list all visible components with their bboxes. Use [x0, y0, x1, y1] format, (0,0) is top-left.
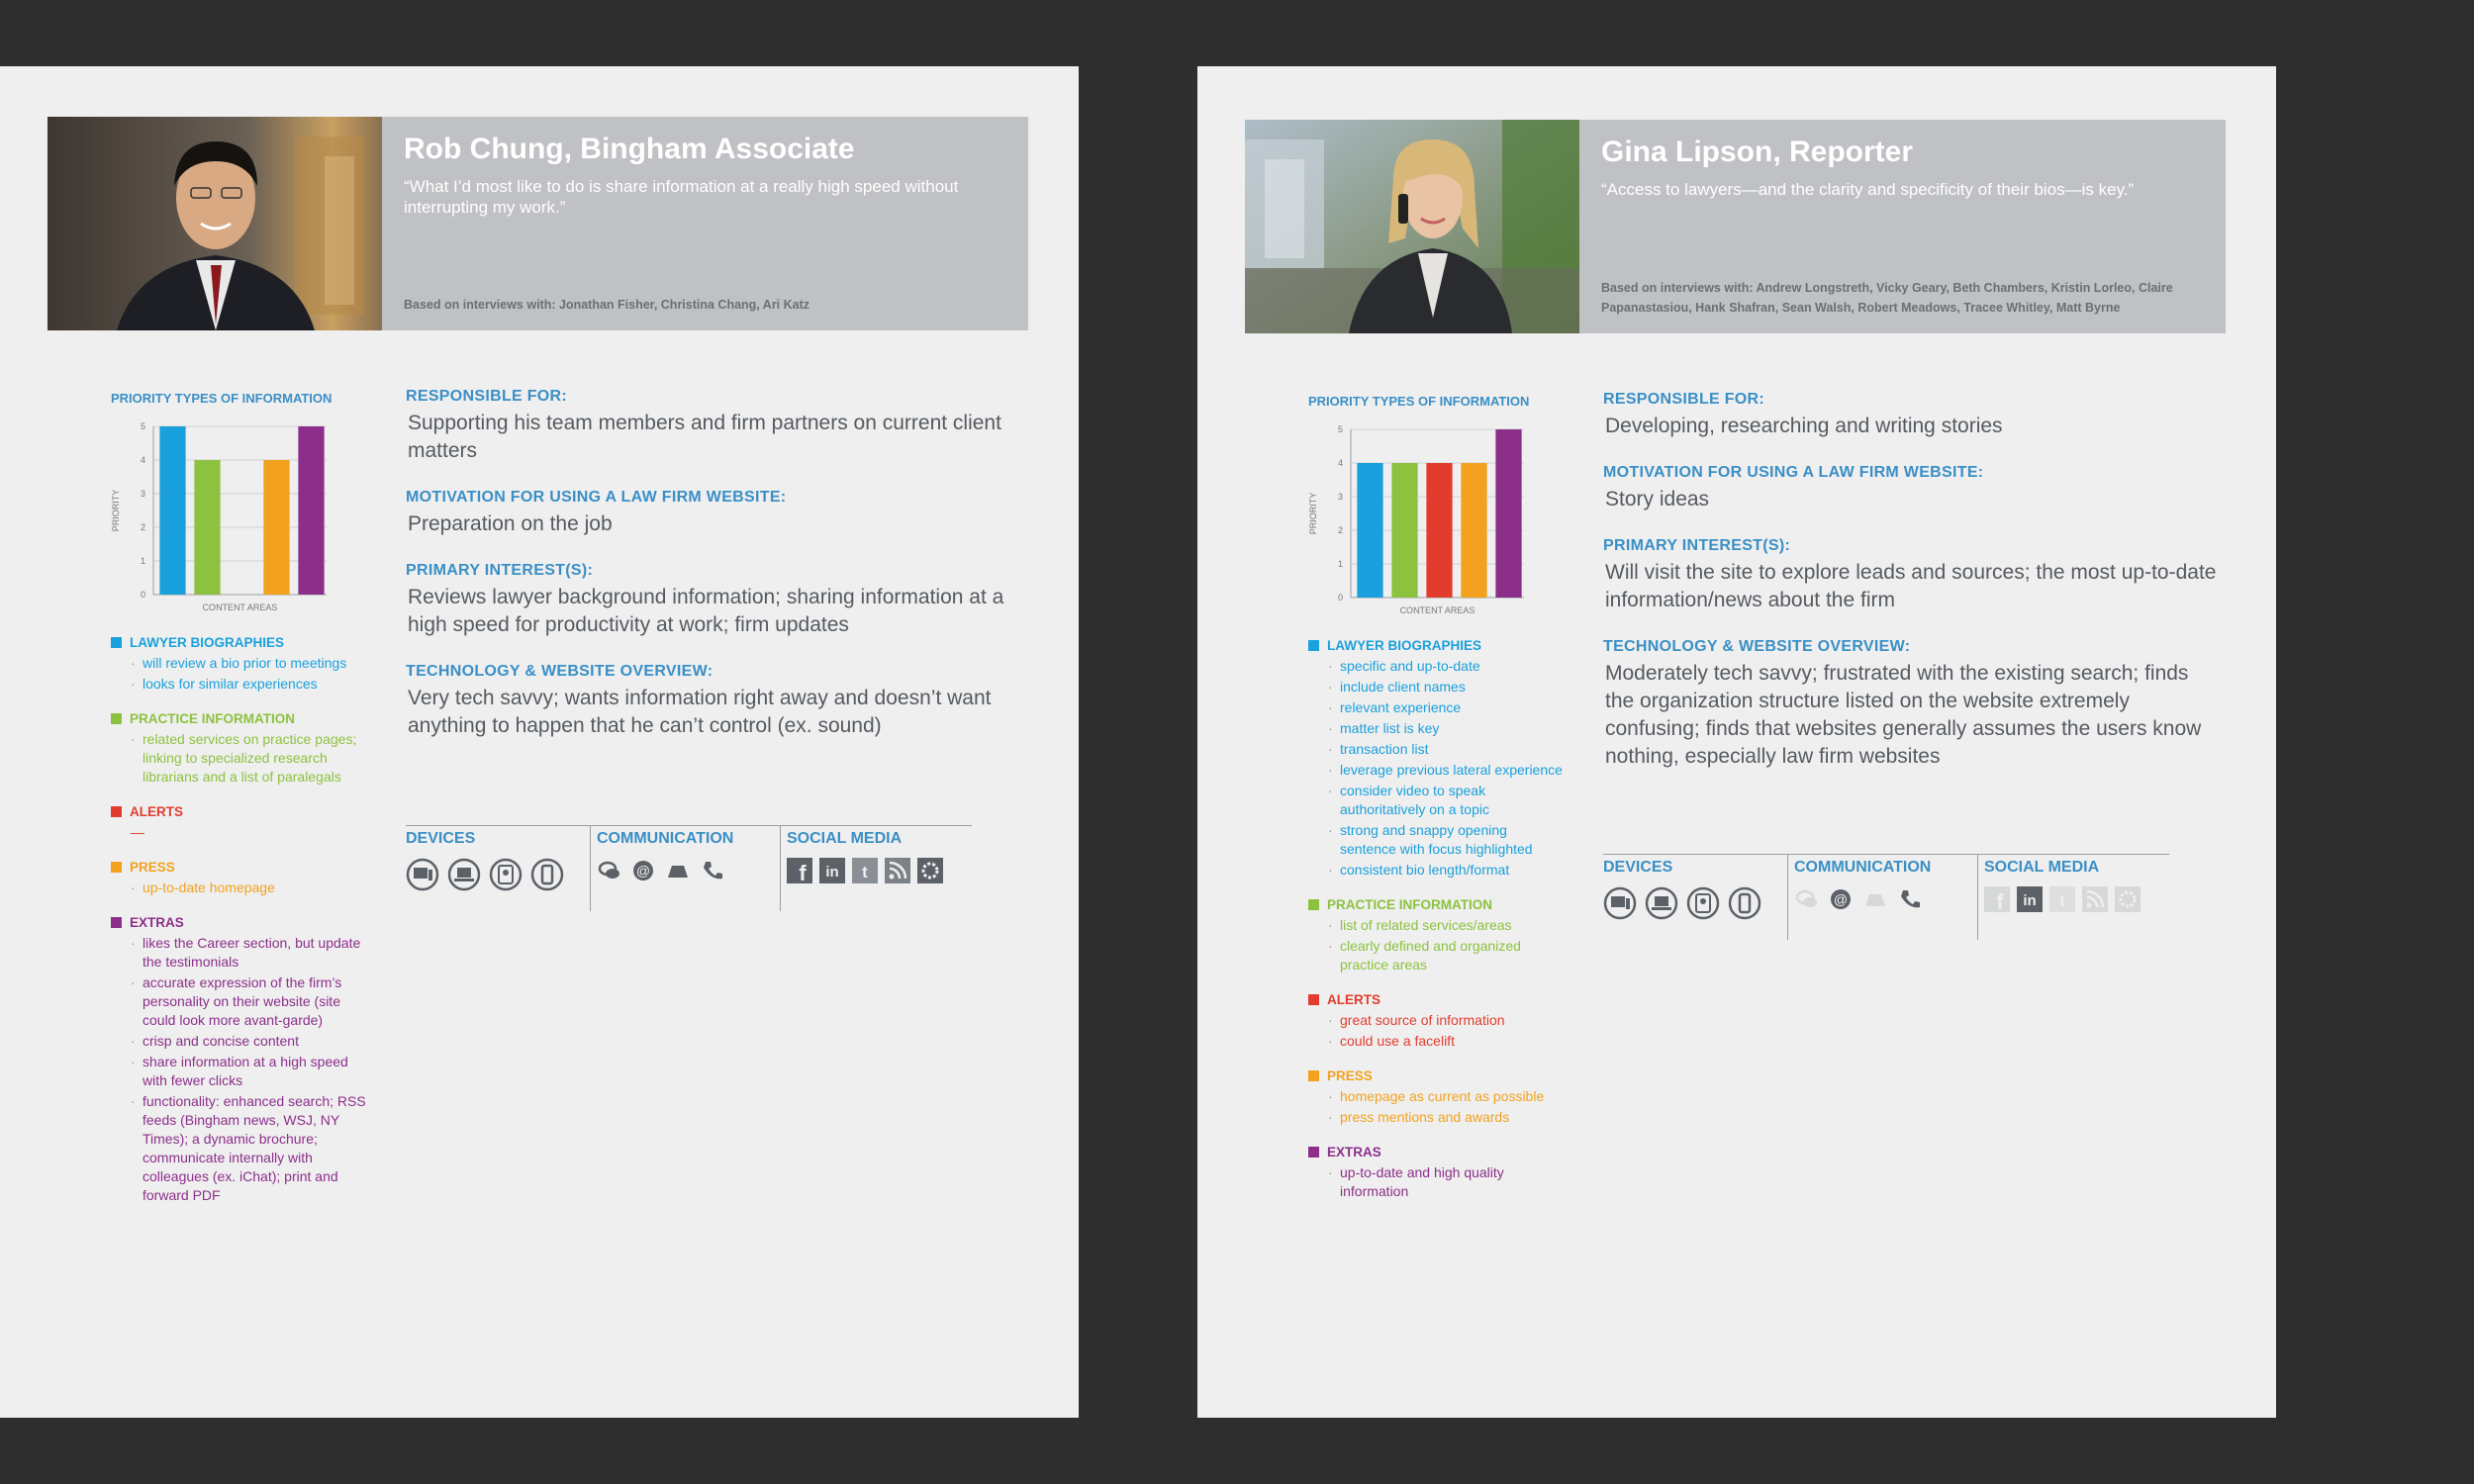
legend-title: PRACTICE INFORMATION [1327, 897, 1492, 912]
email-at-icon [1828, 886, 1854, 912]
persona-photo [48, 117, 382, 330]
list-item: · related services on practice pages; linking to specialized research librarians and a list of paralegals [131, 730, 358, 787]
svg-text:in: in [825, 864, 839, 881]
y-axis-label: PRIORITY [1308, 492, 1318, 535]
swatch-icon [1308, 994, 1319, 1005]
bar-extras [298, 426, 324, 595]
section-heading: MOTIVATION FOR USING A LAW FIRM WEBSITE: [406, 489, 787, 506]
rss-icon [885, 858, 910, 883]
monitor-icon [406, 858, 439, 891]
chart-title: PRIORITY TYPES OF INFORMATION [111, 391, 333, 406]
phone-icon [700, 858, 725, 883]
blog-icon [2115, 886, 2141, 912]
svg-text:in: in [2023, 892, 2037, 909]
persona-quote: “What I’d most like to do is share information at a really high speed without interrupting my work.” [404, 177, 959, 217]
section-text: Developing, researching and writing stories [1605, 415, 2003, 437]
devices-heading: DEVICES [1603, 859, 1673, 876]
svg-text:@: @ [1833, 891, 1849, 907]
y-tick-label: 4 [140, 455, 145, 465]
list-item: · matter list is key [1328, 719, 1566, 738]
section-text: Moderately tech savvy; frustrated with the existing search; finds the organization structure listed on the website extremely confusing; finds that websites generally assumes the users know nothing, especially law firm websites [1605, 662, 2202, 768]
bar-practice-information [194, 460, 220, 595]
social-media-column [1977, 855, 2169, 940]
phone-icon [1897, 886, 1923, 912]
section-heading: RESPONSIBLE FOR: [406, 388, 568, 405]
list-item: · leverage previous lateral experience [1328, 761, 1566, 780]
svg-text:@: @ [635, 863, 651, 879]
content-legend [1308, 638, 1575, 1219]
smartphone-icon [1728, 886, 1761, 920]
priority-chart [99, 415, 336, 622]
section-text: Preparation on the job [408, 512, 613, 535]
legend-extras [111, 915, 378, 1205]
linkedin-icon [2017, 886, 2043, 912]
swatch-icon [111, 713, 122, 724]
swatch-icon [1308, 640, 1319, 651]
social-media-heading: SOCIAL MEDIA [1984, 859, 2100, 876]
section-text: Supporting his team members and firm partners on current client matters [408, 412, 1001, 462]
chart-title: PRIORITY TYPES OF INFORMATION [1308, 394, 1530, 409]
blog-icon [917, 858, 943, 883]
section-responsible [406, 388, 1019, 465]
legend-alerts [1308, 992, 1575, 1051]
legend-press [1308, 1068, 1575, 1127]
persona-name: Rob Chung, Bingham Associate [404, 133, 855, 165]
laptop-icon [1645, 886, 1678, 920]
swatch-icon [1308, 1070, 1319, 1081]
section-motivation [406, 489, 1019, 538]
chat-icon [1794, 886, 1820, 912]
webcam-icon [664, 858, 692, 883]
empty-dash: — [131, 824, 144, 840]
devices-heading: DEVICES [406, 830, 476, 847]
list-item: · likes the Career section, but update the testimonials [131, 934, 368, 972]
y-tick-label: 5 [140, 421, 145, 431]
legend-title: ALERTS [130, 804, 183, 819]
y-tick-label: 3 [140, 489, 145, 499]
smartphone-icon [530, 858, 564, 891]
interviews-note: Based on interviews with: Andrew Longstreth, Vicky Geary, Beth Chambers, Kristin Lorleo, Claire Papanastasiou, Hank Shafran, Sean Walsh, Robert Meadows, Tracee Whitley, Matt Byrne [1601, 281, 2173, 315]
x-axis-label: CONTENT AREAS [1399, 605, 1475, 615]
section-heading: PRIMARY INTEREST(S): [1603, 537, 1791, 554]
y-tick-label: 3 [1337, 492, 1343, 502]
bar-extras [1495, 429, 1521, 598]
section-heading: TECHNOLOGY & WEBSITE OVERVIEW: [1603, 638, 1911, 655]
channels-table [406, 825, 972, 911]
list-item: · consistent bio length/format [1328, 861, 1566, 880]
y-tick-label: 0 [140, 590, 145, 600]
legend-extras [1308, 1145, 1575, 1201]
swatch-icon [111, 637, 122, 648]
svg-text:f: f [799, 861, 807, 883]
y-tick-label: 2 [140, 522, 145, 532]
persona-photo [1245, 120, 1579, 333]
linkedin-icon [819, 858, 845, 883]
devices-column [1603, 855, 1787, 940]
legend-lawyer-biographies [1308, 638, 1575, 880]
legend-lawyer-biographies [111, 635, 378, 694]
legend-practice-information [1308, 897, 1575, 974]
list-item: · crisp and concise content [131, 1032, 368, 1051]
swatch-icon [1308, 899, 1319, 910]
tablet-icon [1686, 886, 1720, 920]
persona-header [48, 117, 1028, 330]
list-item: · functionality: enhanced search; RSS feeds (Bingham news, WSJ, NY Times); a dynamic brochure; communicate internally with colleagues (ex. iChat); print and forward PDF [131, 1092, 368, 1205]
list-item: · great source of information [1328, 1011, 1575, 1030]
list-item: · specific and up-to-date [1328, 657, 1566, 676]
bar-press [263, 460, 289, 595]
twitter-icon [852, 858, 878, 883]
facebook-icon [1984, 886, 2010, 912]
section-text: Will visit the site to explore leads and sources; the most up-to-date information/news about the firm [1605, 561, 2217, 611]
legend-title: LAWYER BIOGRAPHIES [1327, 638, 1482, 653]
list-item: · accurate expression of the firm’s personality on their website (site could look more avant-garde) [131, 974, 368, 1030]
persona-header [1245, 120, 2226, 333]
list-item: · press mentions and awards [1328, 1108, 1575, 1127]
chat-icon [597, 858, 622, 883]
bar-lawyer-biographies [159, 426, 185, 595]
section-heading: RESPONSIBLE FOR: [1603, 391, 1765, 408]
list-item: · list of related services/areas [1328, 916, 1566, 935]
section-primary-interests [1603, 537, 2217, 614]
persona-name: Gina Lipson, Reporter [1601, 136, 1914, 168]
y-tick-label: 2 [1337, 525, 1343, 535]
persona-details [1603, 391, 2217, 794]
section-heading: PRIMARY INTEREST(S): [406, 562, 594, 579]
legend-press [111, 860, 378, 897]
list-item: · homepage as current as possible [1328, 1087, 1575, 1106]
y-axis-label: PRIORITY [111, 489, 121, 532]
swatch-icon [111, 917, 122, 928]
monitor-icon [1603, 886, 1637, 920]
svg-text:t: t [2059, 891, 2065, 910]
list-item: · include client names [1328, 678, 1566, 696]
chart-svg [1296, 417, 1534, 625]
y-tick-label: 1 [140, 556, 145, 566]
persona-sheet-rob [0, 66, 1079, 1418]
svg-text:f: f [1996, 889, 2004, 912]
list-item: · up-to-date and high quality information [1328, 1163, 1566, 1201]
y-tick-label: 4 [1337, 458, 1343, 468]
legend-title: PRACTICE INFORMATION [130, 711, 295, 726]
legend-title: LAWYER BIOGRAPHIES [130, 635, 285, 650]
y-tick-label: 0 [1337, 593, 1343, 603]
laptop-icon [447, 858, 481, 891]
communication-column [1787, 855, 1977, 940]
chart-svg [99, 415, 336, 622]
rss-icon [2082, 886, 2108, 912]
communication-heading: COMMUNICATION [1794, 859, 1932, 876]
bar-lawyer-biographies [1357, 463, 1382, 598]
section-technology [406, 663, 1019, 740]
x-axis-label: CONTENT AREAS [202, 603, 278, 612]
list-item: · will review a bio prior to meetings [131, 654, 378, 673]
bar-alerts [1426, 463, 1452, 598]
swatch-icon [1308, 1147, 1319, 1158]
list-item: · strong and snappy opening sentence with focus highlighted [1328, 821, 1566, 859]
priority-chart [1296, 417, 1534, 625]
section-text: Reviews lawyer background information; sharing information at a high speed for productivity at work; firm updates [408, 586, 1004, 636]
webcam-icon [1861, 886, 1889, 912]
swatch-icon [111, 862, 122, 873]
communication-column [590, 826, 780, 911]
section-text: Very tech savvy; wants information right away and doesn’t want anything to happen that he can’t control (ex. sound) [408, 687, 992, 737]
persona-sheet-gina [1197, 66, 2276, 1418]
social-media-heading: SOCIAL MEDIA [787, 830, 903, 847]
list-item: · share information at a high speed with fewer clicks [131, 1053, 368, 1090]
communication-heading: COMMUNICATION [597, 830, 734, 847]
section-primary-interests [406, 562, 1019, 639]
channels-table [1603, 854, 2169, 940]
swatch-icon [111, 806, 122, 817]
section-technology [1603, 638, 2217, 771]
list-item: · consider video to speak authoritatively on a topic [1328, 782, 1566, 819]
section-text: Story ideas [1605, 488, 1710, 510]
legend-title: ALERTS [1327, 992, 1380, 1007]
legend-title: PRESS [130, 860, 175, 875]
list-item: · transaction list [1328, 740, 1566, 759]
tablet-icon [489, 858, 523, 891]
email-at-icon [630, 858, 656, 883]
section-responsible [1603, 391, 2217, 440]
svg-text:t: t [862, 863, 868, 881]
legend-alerts [111, 804, 378, 842]
list-item: · relevant experience [1328, 698, 1566, 717]
social-media-column [780, 826, 972, 911]
persona-quote: “Access to lawyers—and the clarity and specificity of their bios—is key.” [1601, 180, 2135, 199]
section-heading: TECHNOLOGY & WEBSITE OVERVIEW: [406, 663, 714, 680]
list-item: · looks for similar experiences [131, 675, 378, 694]
bar-practice-information [1391, 463, 1417, 598]
bar-press [1461, 463, 1486, 598]
twitter-icon [2049, 886, 2075, 912]
list-item: · could use a facelift [1328, 1032, 1575, 1051]
list-item: · clearly defined and organized practice areas [1328, 937, 1566, 974]
section-heading: MOTIVATION FOR USING A LAW FIRM WEBSITE: [1603, 464, 1984, 481]
list-item: · up-to-date homepage [131, 879, 378, 897]
section-motivation [1603, 464, 2217, 513]
y-tick-label: 1 [1337, 559, 1343, 569]
legend-title: EXTRAS [1327, 1145, 1381, 1159]
persona-details [406, 388, 1019, 764]
legend-title: EXTRAS [130, 915, 184, 930]
content-legend [111, 635, 378, 1223]
facebook-icon [787, 858, 812, 883]
interviews-note: Based on interviews with: Jonathan Fisher, Christina Chang, Ari Katz [404, 298, 810, 312]
legend-title: PRESS [1327, 1068, 1373, 1083]
legend-practice-information [111, 711, 378, 787]
y-tick-label: 5 [1337, 424, 1343, 434]
devices-column [406, 826, 590, 911]
